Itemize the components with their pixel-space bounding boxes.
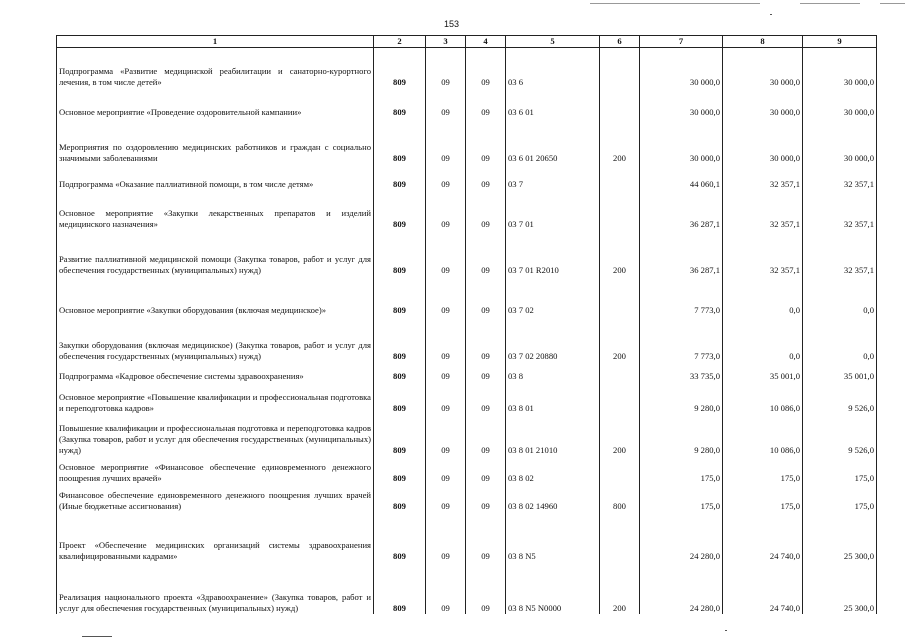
- expense-type-code: [600, 190, 640, 230]
- row-name: Основное мероприятие «Повышение квалификации и профессиональная подготовка и переподготовка кадров»: [57, 382, 374, 414]
- section-code: 09: [426, 362, 466, 382]
- admin-code: 809: [374, 276, 426, 316]
- column-header: 2: [374, 36, 426, 48]
- expense-type-code: [600, 512, 640, 562]
- section-code: 09: [426, 118, 466, 164]
- amount-year-1: 36 287,1: [640, 190, 723, 230]
- subsection-code: 09: [466, 484, 506, 512]
- expense-type-code: [600, 88, 640, 118]
- section-code: 09: [426, 562, 466, 614]
- row-name: Основное мероприятие «Закупки оборудования (включая медицинское)»: [57, 276, 374, 316]
- column-header: 4: [466, 36, 506, 48]
- amount-year-3: 30 000,0: [803, 118, 877, 164]
- row-name: Реализация национального проекта «Здравоохранение» (Закупка товаров, работ и услуг для обеспечения государственных (муниципальных) нужд): [57, 562, 374, 614]
- amount-year-2: 30 000,0: [723, 118, 803, 164]
- amount-year-2: 175,0: [723, 456, 803, 484]
- row-name: Подпрограмма «Кадровое обеспечение системы здравоохранения»: [57, 362, 374, 382]
- amount-year-3: 9 526,0: [803, 414, 877, 456]
- table-row: [57, 484, 877, 512]
- amount-year-3: 30 000,0: [803, 48, 877, 88]
- column-header: 8: [723, 36, 803, 48]
- subsection-code: 09: [466, 316, 506, 362]
- amount-year-3: 32 357,1: [803, 164, 877, 190]
- target-article-code: 03 8 02 14960: [506, 484, 600, 512]
- expense-type-code: 200: [600, 414, 640, 456]
- expense-type-code: [600, 456, 640, 484]
- amount-year-2: 0,0: [723, 276, 803, 316]
- amount-year-1: 24 280,0: [640, 562, 723, 614]
- row-name: Проект «Обеспечение медицинских организаций системы здравоохранения квалифицированными кадрами»: [57, 512, 374, 562]
- column-header: 3: [426, 36, 466, 48]
- expense-type-code: 200: [600, 316, 640, 362]
- admin-code: 809: [374, 512, 426, 562]
- target-article-code: 03 8 N5: [506, 512, 600, 562]
- page-number: 153: [444, 19, 460, 29]
- admin-code: 809: [374, 230, 426, 276]
- table-body: [57, 48, 877, 614]
- scan-artifact: [880, 3, 905, 4]
- admin-code: 809: [374, 414, 426, 456]
- section-code: 09: [426, 382, 466, 414]
- row-name: Подпрограмма «Оказание паллиативной помощи, в том числе детям»: [57, 164, 374, 190]
- section-code: 09: [426, 190, 466, 230]
- amount-year-3: 30 000,0: [803, 88, 877, 118]
- target-article-code: 03 7 02 20880: [506, 316, 600, 362]
- amount-year-1: 175,0: [640, 456, 723, 484]
- table-row: [57, 362, 877, 382]
- expense-type-code: [600, 164, 640, 190]
- amount-year-1: 7 773,0: [640, 316, 723, 362]
- expense-type-code: [600, 382, 640, 414]
- expense-type-code: [600, 48, 640, 88]
- target-article-code: 03 7 01 R2010: [506, 230, 600, 276]
- table-row: [57, 512, 877, 562]
- target-article-code: 03 7 02: [506, 276, 600, 316]
- admin-code: 809: [374, 48, 426, 88]
- expense-type-code: 200: [600, 230, 640, 276]
- table-row: [57, 230, 877, 276]
- amount-year-2: 32 357,1: [723, 190, 803, 230]
- section-code: 09: [426, 456, 466, 484]
- subsection-code: 09: [466, 88, 506, 118]
- amount-year-3: 0,0: [803, 276, 877, 316]
- section-code: 09: [426, 512, 466, 562]
- table-row: [57, 316, 877, 362]
- amount-year-1: 33 735,0: [640, 362, 723, 382]
- amount-year-2: 35 001,0: [723, 362, 803, 382]
- table-row: [57, 562, 877, 614]
- table-row: [57, 382, 877, 414]
- table-row: [57, 48, 877, 88]
- column-header: 1: [57, 36, 374, 48]
- admin-code: 809: [374, 88, 426, 118]
- scan-artifact: [800, 3, 860, 4]
- table-row: [57, 276, 877, 316]
- column-header: 6: [600, 36, 640, 48]
- section-code: 09: [426, 230, 466, 276]
- section-code: 09: [426, 414, 466, 456]
- amount-year-2: 175,0: [723, 484, 803, 512]
- column-header: 7: [640, 36, 723, 48]
- section-code: 09: [426, 276, 466, 316]
- amount-year-1: 9 280,0: [640, 382, 723, 414]
- target-article-code: 03 8 02: [506, 456, 600, 484]
- subsection-code: 09: [466, 362, 506, 382]
- amount-year-3: 25 300,0: [803, 512, 877, 562]
- admin-code: 809: [374, 190, 426, 230]
- amount-year-2: 30 000,0: [723, 48, 803, 88]
- amount-year-3: 32 357,1: [803, 190, 877, 230]
- amount-year-1: 30 000,0: [640, 88, 723, 118]
- subsection-code: 09: [466, 382, 506, 414]
- target-article-code: 03 6 01: [506, 88, 600, 118]
- row-name: Подпрограмма «Развитие медицинской реабилитации и санаторно-курортного лечения, в том числе детей»: [57, 48, 374, 88]
- table-row: [57, 456, 877, 484]
- amount-year-3: 0,0: [803, 316, 877, 362]
- target-article-code: 03 6: [506, 48, 600, 88]
- subsection-code: 09: [466, 118, 506, 164]
- amount-year-1: 44 060,1: [640, 164, 723, 190]
- amount-year-2: 24 740,0: [723, 512, 803, 562]
- expense-type-code: [600, 362, 640, 382]
- admin-code: 809: [374, 164, 426, 190]
- row-name: Развитие паллиативной медицинской помощи (Закупка товаров, работ и услуг для обеспечения государственных (муниципальных) нужд): [57, 230, 374, 276]
- amount-year-3: 175,0: [803, 484, 877, 512]
- row-name: Основное мероприятие «Проведение оздоровительной кампании»: [57, 88, 374, 118]
- row-name: Повышение квалификации и профессиональная подготовка и переподготовка кадров (Закупка товаров, работ и услуг для обеспечения государственных (муниципальных) нужд): [57, 414, 374, 456]
- target-article-code: 03 6 01 20650: [506, 118, 600, 164]
- row-name: Основное мероприятие «Закупки лекарственных препаратов и изделий медицинского назначения»: [57, 190, 374, 230]
- amount-year-3: 32 357,1: [803, 230, 877, 276]
- row-name: Финансовое обеспечение единовременного денежного поощрения лучших врачей (Иные бюджетные ассигнования): [57, 484, 374, 512]
- scan-artifact: [770, 14, 772, 15]
- target-article-code: 03 8 01: [506, 382, 600, 414]
- admin-code: 809: [374, 456, 426, 484]
- section-code: 09: [426, 316, 466, 362]
- amount-year-2: 32 357,1: [723, 164, 803, 190]
- amount-year-1: 30 000,0: [640, 118, 723, 164]
- amount-year-3: 175,0: [803, 456, 877, 484]
- admin-code: 809: [374, 316, 426, 362]
- section-code: 09: [426, 164, 466, 190]
- amount-year-3: 25 300,0: [803, 562, 877, 614]
- section-code: 09: [426, 48, 466, 88]
- row-name: Закупки оборудования (включая медицинское) (Закупка товаров, работ и услуг для обеспечения государственных (муниципальных) нужд): [57, 316, 374, 362]
- column-header: 5: [506, 36, 600, 48]
- subsection-code: 09: [466, 190, 506, 230]
- scan-artifact: [590, 3, 760, 4]
- subsection-code: 09: [466, 562, 506, 614]
- admin-code: 809: [374, 484, 426, 512]
- subsection-code: 09: [466, 414, 506, 456]
- target-article-code: 03 8 01 21010: [506, 414, 600, 456]
- table-row: [57, 88, 877, 118]
- section-code: 09: [426, 484, 466, 512]
- admin-code: 809: [374, 362, 426, 382]
- subsection-code: 09: [466, 276, 506, 316]
- amount-year-1: 175,0: [640, 484, 723, 512]
- target-article-code: 03 8: [506, 362, 600, 382]
- scan-artifact: [82, 636, 112, 637]
- target-article-code: 03 7 01: [506, 190, 600, 230]
- subsection-code: 09: [466, 164, 506, 190]
- expense-type-code: 800: [600, 484, 640, 512]
- admin-code: 809: [374, 562, 426, 614]
- section-code: 09: [426, 88, 466, 118]
- row-name: Мероприятия по оздоровлению медицинских работников и граждан с социально значимыми заболеваниями: [57, 118, 374, 164]
- column-number-row: [57, 36, 877, 48]
- amount-year-2: 24 740,0: [723, 562, 803, 614]
- table-header: [57, 36, 877, 48]
- amount-year-1: 9 280,0: [640, 414, 723, 456]
- amount-year-1: 36 287,1: [640, 230, 723, 276]
- amount-year-3: 35 001,0: [803, 362, 877, 382]
- expense-type-code: 200: [600, 118, 640, 164]
- table-row: [57, 190, 877, 230]
- target-article-code: 03 8 N5 N0000: [506, 562, 600, 614]
- subsection-code: 09: [466, 230, 506, 276]
- row-name: Основное мероприятие «Финансовое обеспечение единовременного денежного поощрения лучших врачей»: [57, 456, 374, 484]
- subsection-code: 09: [466, 456, 506, 484]
- table-row: [57, 118, 877, 164]
- subsection-code: 09: [466, 512, 506, 562]
- amount-year-3: 9 526,0: [803, 382, 877, 414]
- column-header: 9: [803, 36, 877, 48]
- table-row: [57, 414, 877, 456]
- amount-year-2: 0,0: [723, 316, 803, 362]
- target-article-code: 03 7: [506, 164, 600, 190]
- amount-year-2: 32 357,1: [723, 230, 803, 276]
- subsection-code: 09: [466, 48, 506, 88]
- budget-table: [56, 35, 877, 614]
- amount-year-2: 10 086,0: [723, 382, 803, 414]
- amount-year-2: 30 000,0: [723, 88, 803, 118]
- amount-year-1: 24 280,0: [640, 512, 723, 562]
- table-row: [57, 164, 877, 190]
- admin-code: 809: [374, 118, 426, 164]
- amount-year-1: 7 773,0: [640, 276, 723, 316]
- amount-year-1: 30 000,0: [640, 48, 723, 88]
- scan-artifact: [725, 630, 727, 631]
- admin-code: 809: [374, 382, 426, 414]
- expense-type-code: 200: [600, 562, 640, 614]
- expense-type-code: [600, 276, 640, 316]
- amount-year-2: 10 086,0: [723, 414, 803, 456]
